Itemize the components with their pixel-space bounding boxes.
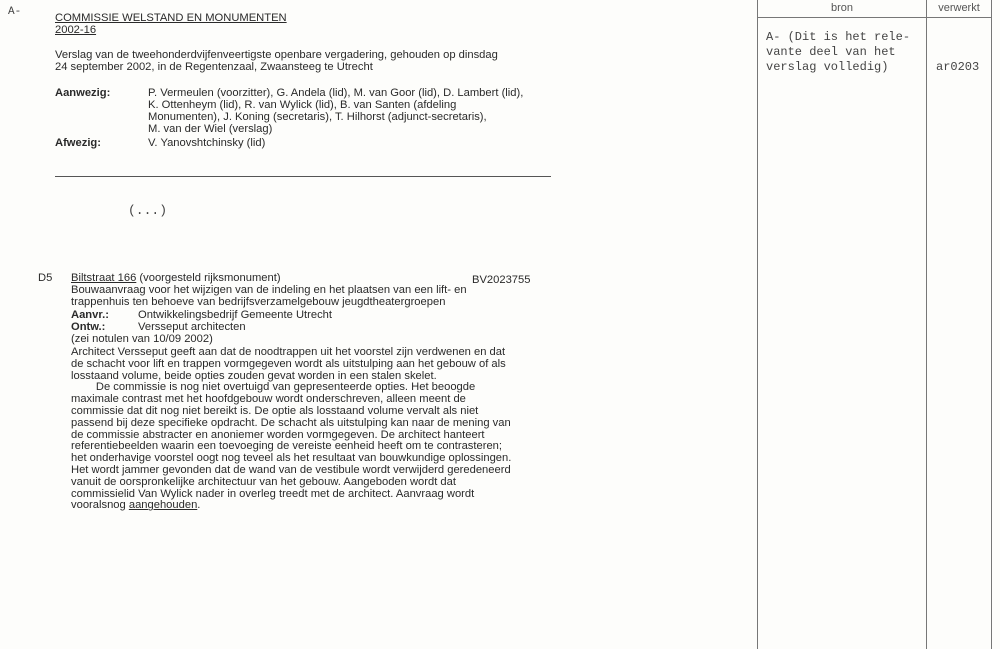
desc-line: trappenhuis ten behoeve van bedrijfsverzamelgebouw jeugdtheatergroepen (71, 296, 446, 308)
column-border (757, 0, 758, 649)
item-code: D5 (38, 272, 53, 284)
applicant: Ontwikkelingsbedrijf Gemeente Utrecht (138, 309, 333, 321)
absent-label: Afwezig: (55, 137, 101, 149)
decision: aangehouden (128, 499, 198, 512)
last-suffix: . (197, 499, 201, 512)
item-heading: Biltstraat 166 (voorgesteld rijksmonument) (71, 272, 281, 284)
doc-title: COMMISSIE WELSTAND EN MONUMENTEN (55, 12, 287, 24)
column-border (926, 0, 927, 649)
item-ref: BV2023755 (472, 274, 531, 286)
col-bron-header: bron (830, 2, 854, 14)
divider (55, 176, 551, 177)
body-line: maximale contrast met het hoofdgebouw wordt onderschreven, alleen meent de (71, 393, 466, 406)
intro-line: 24 september 2002, in de Regentenzaal, Zwaansteeg te Utrecht (55, 61, 373, 73)
see-note: (zei notulen van 10/09 2002) (71, 333, 213, 345)
desc-line: Bouwaanvraag voor het wijzigen van de indeling en het plaatsen van een lift- en (71, 284, 467, 296)
last-prefix: vooralsnog (71, 499, 129, 512)
body-line: de commissie abstracter en anoniemer worden vormgegeven. De architect hanteert (71, 428, 485, 441)
body-line: Architect Versseput geeft aan dat de noodtrappen uit het voorstel zijn verdwenen en dat (71, 346, 506, 358)
bron-note (766, 30, 910, 75)
designer-label: Ontw.: (71, 321, 106, 333)
designer: Versseput architecten (138, 321, 246, 333)
body-line: de schacht voor lift en trappen vormgegeven wordt als uitstulping aan het gebouw of als (71, 357, 506, 370)
applicant-label: Aanvr.: (71, 309, 109, 321)
present-label: Aanwezig: (55, 87, 111, 99)
body-line: referentiebeelden waarin een toevoeging de vereiste eenheid heeft om te contrasteren; (71, 440, 503, 453)
ellipsis: (...) (128, 203, 168, 218)
col-verwerkt-header: verwerkt (938, 2, 980, 14)
body-line: Het wordt jammer gevonden dat de wand van de vestibule wordt verwijderd geredeneerd (71, 464, 511, 476)
body-line: De commissie is nog niet overtuigd van gepresenteerde opties. Het beoogde (71, 381, 476, 394)
intro-line: Verslag van de tweehonderdvijfenveertigste openbare vergadering, gehouden op dinsdag (55, 49, 498, 61)
bron-line: A- (Dit is het rele- (766, 30, 911, 44)
present-line: M. van der Wiel (verslag) (148, 123, 273, 135)
doc-number: 2002-16 (55, 24, 97, 36)
verwerkt-code: ar0203 (936, 60, 980, 74)
bron-line: vante deel van het (766, 45, 896, 59)
body-last-line (71, 500, 200, 511)
present-line: Monumenten), J. Koning (secretaris), T. Hilhorst (adjunct-secretaris), (148, 111, 487, 123)
bron-line: verslag volledig) (766, 60, 889, 74)
header-border (757, 17, 991, 18)
absent-list: V. Yanovshtchinsky (lid) (148, 137, 266, 149)
present-line: P. Vermeulen (voorzitter), G. Andela (lid), M. van Goor (lid), D. Lambert (lid), (148, 87, 524, 99)
body-line: commissie dat dit nog niet bereikt is. De optie als losstaand volume vervalt als niet (71, 405, 479, 417)
body-line: passend bij deze specifieke opdracht. De schacht als uitstulping kan naar de mening van (71, 416, 511, 429)
column-border (991, 0, 992, 649)
body-line: vanuit de oorspronkelijke architectuur van het gebouw. Aangeboden wordt dat (71, 475, 456, 488)
body-line: commissielid Van Wylick nader in overleg treedt met de architect. Aanvraag wordt (71, 487, 475, 500)
margin-mark: A- (8, 6, 22, 18)
present-line: K. Ottenheym (lid), R. van Wylick (lid), B. van Santen (afdeling (148, 99, 457, 111)
body-line: losstaand volume, beide opties zouden gevat worden in een stalen skelet. (71, 369, 437, 382)
body-line: het onderhavige voorstel oogt nog teveel als het resultaat van bouwkundige oplossingen. (71, 452, 512, 465)
